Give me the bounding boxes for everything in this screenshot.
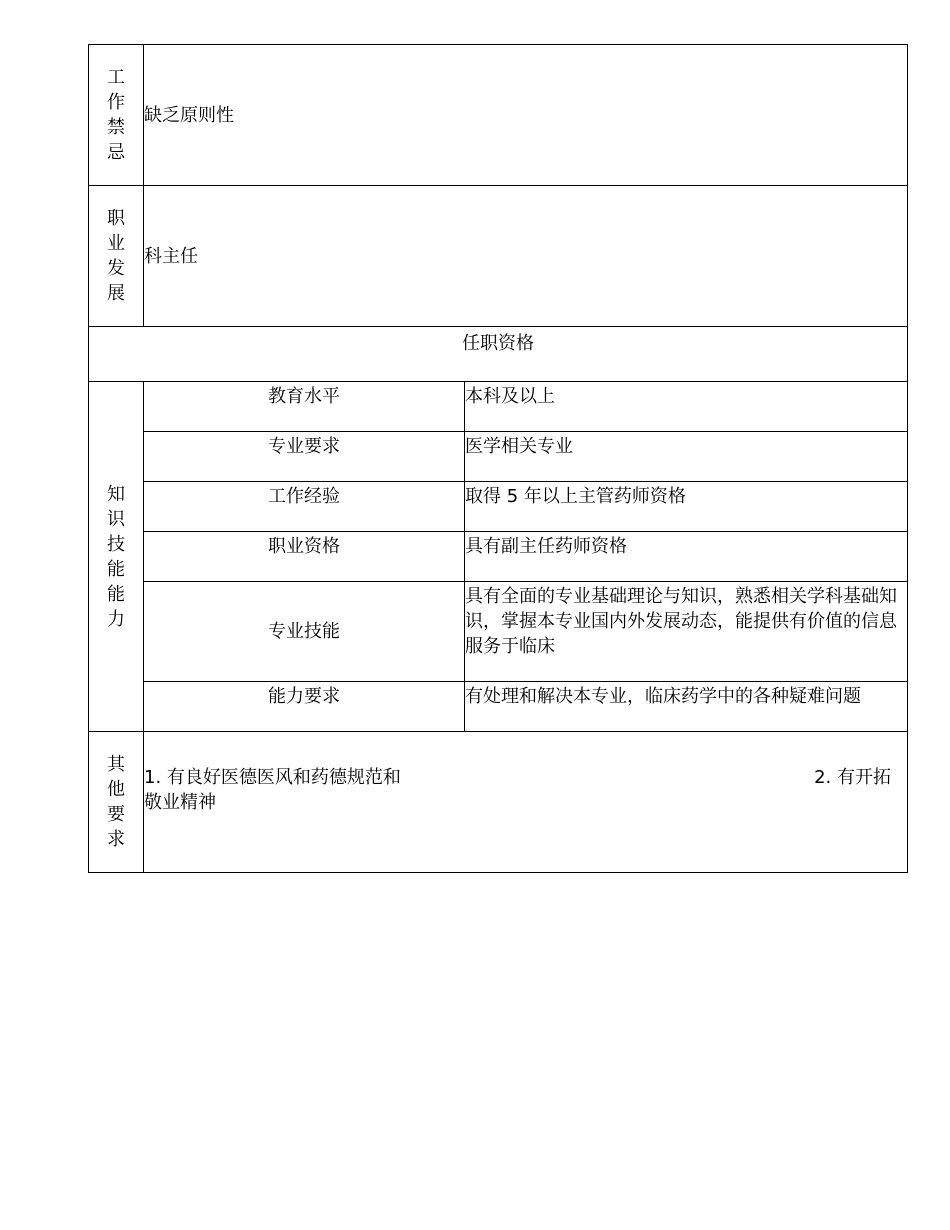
skill-name: 专业技能 — [144, 582, 465, 682]
skill-row — [89, 432, 908, 482]
qualifications-header: 任职资格 — [89, 327, 908, 382]
skill-row — [89, 482, 908, 532]
skill-value: 具有全面的专业基础理论与知识，熟悉相关学科基础知识，掌握本专业国内外发展动态，能提供有价值的信息服务于临床 — [465, 582, 908, 682]
career-development-row — [89, 186, 908, 327]
job-description-table — [88, 44, 908, 873]
skill-row — [89, 532, 908, 582]
skill-value: 有处理和解决本专业，临床药学中的各种疑难问题 — [465, 682, 908, 732]
career-development-label-cell — [89, 186, 144, 327]
skill-value: 本科及以上 — [465, 382, 908, 432]
skill-name: 工作经验 — [144, 482, 465, 532]
other-requirements-content — [144, 732, 908, 873]
work-taboo-label-cell — [89, 45, 144, 186]
other-requirement-item-1: 1. 有良好医德医风和药德规范和敬业精神 — [144, 767, 401, 813]
work-taboo-label: 工作禁忌 — [107, 67, 125, 163]
knowledge-skills-label-cell — [89, 382, 144, 732]
career-development-label: 职业发展 — [107, 208, 125, 304]
work-taboo-content: 缺乏原则性 — [144, 45, 908, 186]
skill-name: 职业资格 — [144, 532, 465, 582]
work-taboo-row — [89, 45, 908, 186]
knowledge-skills-label: 知识技能能力 — [107, 483, 125, 630]
skill-name: 能力要求 — [144, 682, 465, 732]
skill-name: 教育水平 — [144, 382, 465, 432]
other-requirements-label-cell — [89, 732, 144, 873]
skill-value: 医学相关专业 — [465, 432, 908, 482]
other-requirements-label: 其他要求 — [107, 754, 125, 850]
skill-row — [89, 682, 908, 732]
other-requirements-row — [89, 732, 908, 873]
career-development-content: 科主任 — [144, 186, 908, 327]
skill-row — [89, 582, 908, 682]
skill-row — [89, 382, 908, 432]
other-requirement-item-2: 2. 有开拓 — [814, 767, 891, 788]
qualifications-header-row — [89, 327, 908, 382]
skill-value: 具有副主任药师资格 — [465, 532, 908, 582]
skill-name: 专业要求 — [144, 432, 465, 482]
skill-value: 取得 5 年以上主管药师资格 — [465, 482, 908, 532]
